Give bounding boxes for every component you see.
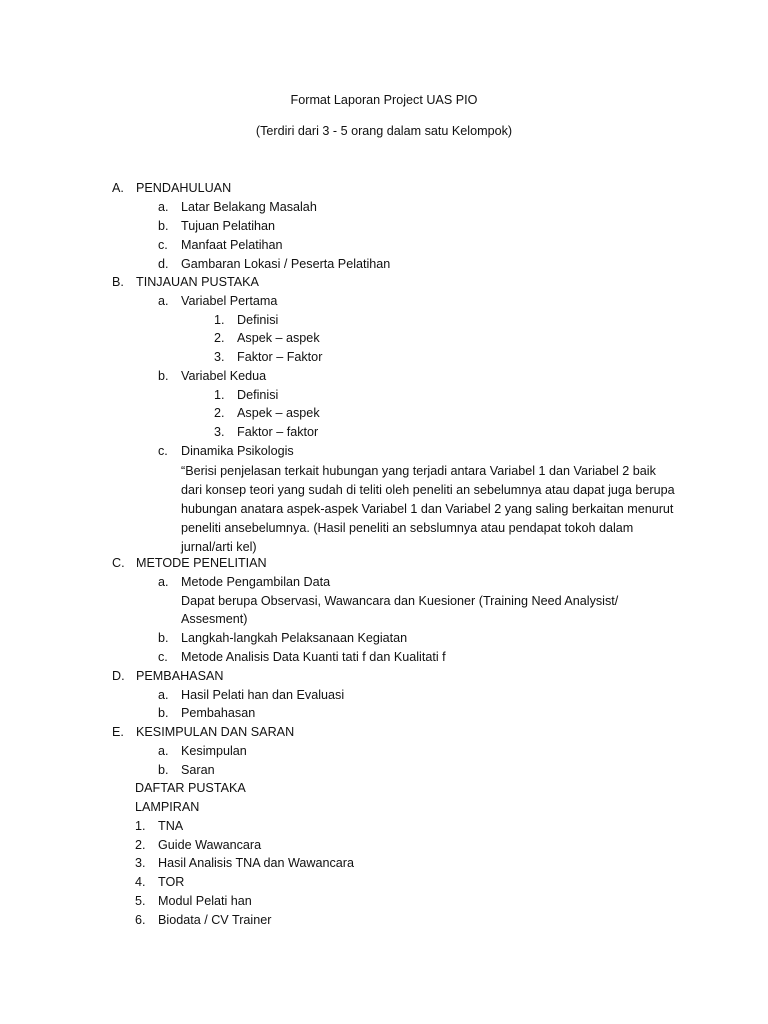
section-title: TINJAUAN PUSTAKA: [136, 275, 259, 289]
sub-list-item: 3. Faktor – Faktor: [214, 350, 323, 364]
sub-list-item: 1. Definisi: [214, 313, 279, 327]
paragraph-line: jurnal/arti kel): [181, 540, 257, 554]
list-item: a. Latar Belakang Masalah: [158, 200, 317, 214]
list-item: b. Tujuan Pelatihan: [158, 219, 276, 233]
paragraph-line: hubungan anatara aspek-aspek Variabel 1 dan Variabel 2 yang saling berkaitan menurut: [181, 502, 674, 516]
description-paragraph: [181, 462, 676, 557]
list-item: b. Variabel Kedua: [158, 369, 267, 383]
section-c-heading: [112, 556, 267, 570]
sub-list-item: 1. Definisi: [214, 388, 279, 402]
list-item: b. Pembahasan: [158, 706, 256, 720]
section-title: KESIMPULAN DAN SARAN: [136, 725, 295, 739]
list-item: c. Metode Analisis Data Kuanti tati f dan Kualitati f: [158, 650, 446, 664]
lampiran-item: 1. TNA: [135, 819, 184, 833]
list-item: d. Gambaran Lokasi / Peserta Pelatihan: [158, 257, 391, 271]
detail-line: Dapat berupa Observasi, Wawancara dan Kuesioner (Training Need Analysist/: [181, 594, 619, 608]
paragraph-line: dari konsep teori yang sudah di teliti oleh peneliti an sebelumnya atau dapat juga berupa: [181, 483, 675, 497]
section-marker: A.: [112, 181, 124, 195]
paragraph-line: peneliti ansebelumnya. (Hasil peneliti an sebslumnya atau pendapat tokoh dalam: [181, 521, 634, 535]
section-e-heading: [112, 725, 294, 739]
section-marker: D.: [112, 669, 125, 683]
list-item: b. Saran: [158, 763, 215, 777]
section-marker: C.: [112, 556, 125, 570]
daftar-pustaka-heading: DAFTAR PUSTAKA: [135, 781, 246, 795]
lampiran-item: 2. Guide Wawancara: [135, 838, 262, 852]
list-item: b. Langkah-langkah Pelaksanaan Kegiatan: [158, 631, 408, 645]
section-a-heading: [112, 181, 231, 195]
section-marker: E.: [112, 725, 124, 739]
lampiran-item: 5. Modul Pelati han: [135, 894, 252, 908]
detail-line: Assesment): [181, 612, 248, 626]
list-item: c. Manfaat Pelatihan: [158, 238, 283, 252]
list-item: a. Metode Pengambilan Data: [158, 575, 331, 589]
sub-list-item: 2. Aspek – aspek: [214, 406, 320, 420]
document-title: Format Laporan Project UAS PIO: [290, 93, 478, 107]
lampiran-heading: LAMPIRAN: [135, 800, 200, 814]
lampiran-item: 6. Biodata / CV Trainer: [135, 913, 272, 927]
section-b-heading: [112, 275, 259, 289]
sub-list-item: 3. Faktor – faktor: [214, 425, 319, 439]
section-marker: B.: [112, 275, 124, 289]
lampiran-item: 3. Hasil Analisis TNA dan Wawancara: [135, 856, 354, 870]
section-title: METODE PENELITIAN: [136, 556, 267, 570]
list-item: a. Kesimpulan: [158, 744, 247, 758]
section-d-heading: [112, 669, 223, 683]
document-subtitle: (Terdiri dari 3 - 5 orang dalam satu Kelompok): [255, 124, 513, 138]
paragraph-line: “Berisi penjelasan terkait hubungan yang terjadi antara Variabel 1 dan Variabel 2 baik: [181, 464, 656, 478]
list-item: c. Dinamika Psikologis: [158, 444, 294, 458]
list-item: a. Hasil Pelati han dan Evaluasi: [158, 688, 345, 702]
list-item: a. Variabel Pertama: [158, 294, 278, 308]
lampiran-item: 4. TOR: [135, 875, 185, 889]
section-title: PEMBAHASAN: [136, 669, 224, 683]
sub-list-item: 2. Aspek – aspek: [214, 331, 320, 345]
section-title: PENDAHULUAN: [136, 181, 232, 195]
